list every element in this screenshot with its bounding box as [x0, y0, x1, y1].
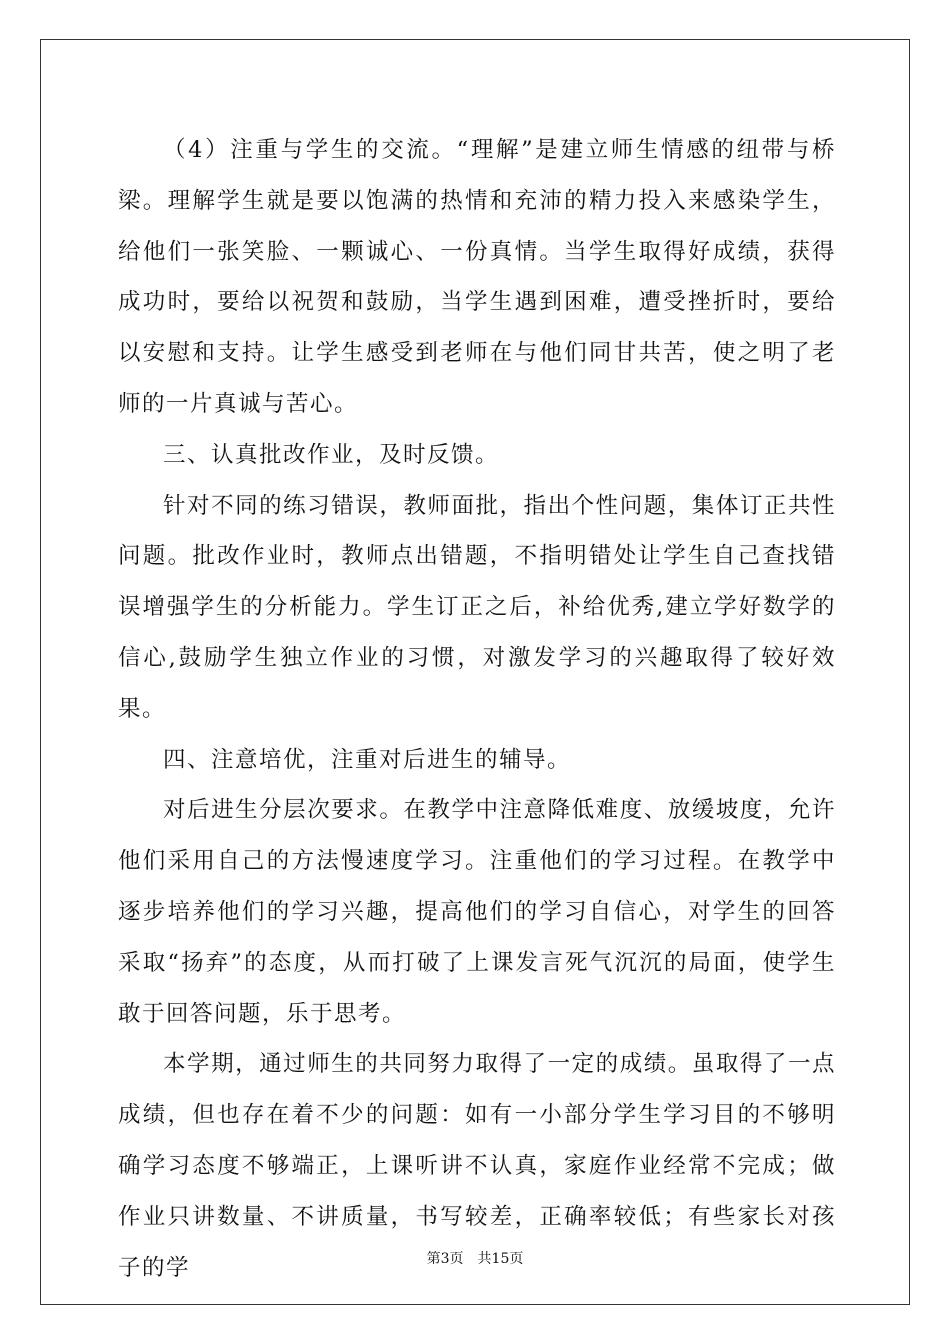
page-footer	[0, 1248, 950, 1268]
paragraph-tutoring: 对后进生分层次要求。在教学中注意降低难度、放缓坡度，允许他们采用自己的方法慢速度学习。注重他们的学习过程。在教学中逐步培养他们的学习兴趣，提高他们的学习自信心，对学生的回答采取“扬弃”的态度，从而打破了上课发言死气沉沉的局面，使学生敢于回答问题，乐于思考。	[118, 797, 836, 1027]
page-number: 第3页	[426, 1251, 464, 1267]
heading-homework-feedback: 三、认真批改作业，及时反馈。	[163, 441, 500, 468]
paragraph-homework: 针对不同的练习错误，教师面批，指出个性问题，集体订正共性问题。批改作业时，教师点出错题，不指明错处让学生自己查找错误增强学生的分析能力。学生订正之后，补给优秀,建立学好数学的信心,鼓励学生独立作业的习惯，对激发学习的兴趣取得了较好效果。	[118, 492, 836, 722]
paragraph-summary: 本学期，通过师生的共同努力取得了一定的成绩。虽取得了一点成绩，但也存在着不少的问题：如有一小部分学生学习目的不够明确学习态度不够端正，上课听讲不认真，家庭作业经常不完成；做作业只讲数量、不讲质量，书写较差，正确率较低；有些家长对孩子的学	[118, 1051, 836, 1281]
document-body	[118, 125, 836, 1293]
heading-tutoring: 四、注意培优，注重对后进生的辅导。	[163, 746, 572, 773]
page-total: 共15页	[477, 1251, 524, 1267]
paragraph-communication: （4）注重与学生的交流。“理解”是建立师生情感的纽带与桥梁。理解学生就是要以饱满的热情和充沛的精力投入来感染学生，给他们一张笑脸、一颗诚心、一份真情。当学生取得好成绩，获得成功时，要给以祝贺和鼓励，当学生遇到困难，遭受挫折时，要给以安慰和支持。让学生感受到老师在与他们同甘共苦，使之明了老师的一片真诚与苦心。	[118, 137, 836, 417]
